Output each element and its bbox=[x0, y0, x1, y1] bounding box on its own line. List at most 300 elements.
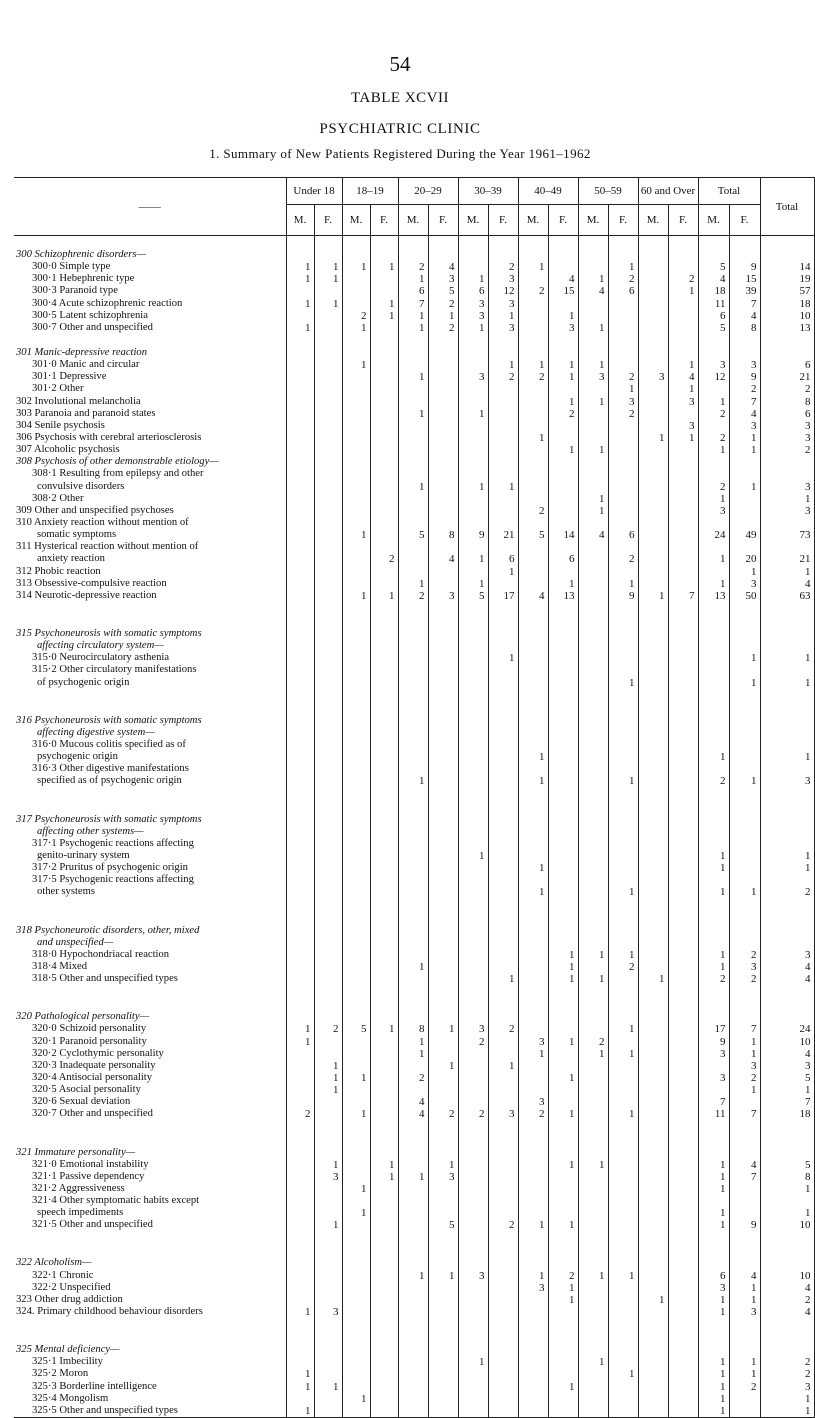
count-cell: 1 bbox=[638, 590, 668, 602]
count-cell bbox=[638, 1381, 668, 1393]
empty-cell bbox=[638, 615, 668, 628]
grand-total-cell: 2 bbox=[760, 886, 814, 898]
row-label: 322·2 Unspecified bbox=[32, 1281, 111, 1293]
count-cell bbox=[668, 751, 698, 763]
section-header-row bbox=[14, 517, 814, 529]
empty-cell bbox=[286, 628, 314, 640]
count-cell bbox=[638, 1393, 668, 1405]
empty-cell bbox=[458, 236, 488, 250]
empty-cell bbox=[578, 838, 608, 850]
count-cell: 1 bbox=[578, 1159, 608, 1171]
empty-cell bbox=[698, 1146, 729, 1158]
total-cell: 2 bbox=[698, 408, 729, 420]
count-cell bbox=[314, 590, 342, 602]
count-cell: 1 bbox=[518, 1048, 548, 1060]
count-cell bbox=[668, 1207, 698, 1219]
empty-cell bbox=[668, 602, 698, 615]
empty-cell bbox=[428, 334, 458, 347]
empty-cell bbox=[314, 1231, 342, 1244]
table-row bbox=[14, 432, 814, 444]
empty-cell bbox=[518, 1344, 548, 1356]
section-header-row bbox=[14, 727, 814, 739]
header-female: F. bbox=[314, 205, 342, 236]
empty-cell bbox=[314, 937, 342, 949]
empty-cell bbox=[729, 456, 760, 468]
count-cell bbox=[608, 493, 638, 505]
count-cell bbox=[638, 310, 668, 322]
grand-total-cell: 4 bbox=[760, 1282, 814, 1294]
header-male: M. bbox=[698, 205, 729, 236]
empty-cell bbox=[488, 249, 518, 261]
count-cell bbox=[518, 1072, 548, 1084]
grand-total-cell: 1 bbox=[760, 751, 814, 763]
empty-cell bbox=[518, 998, 548, 1011]
empty-cell bbox=[428, 1318, 458, 1331]
count-cell bbox=[342, 444, 370, 456]
section-header-row bbox=[14, 1146, 814, 1158]
count-cell bbox=[428, 751, 458, 763]
empty-cell bbox=[638, 1133, 668, 1146]
count-cell bbox=[398, 751, 428, 763]
empty-cell bbox=[518, 640, 548, 652]
count-cell: 8 bbox=[398, 1023, 428, 1035]
empty-cell bbox=[668, 468, 698, 480]
row-label: and unspecified— bbox=[37, 936, 114, 948]
count-cell bbox=[342, 493, 370, 505]
empty-cell bbox=[518, 937, 548, 949]
grand-total-cell: 1 bbox=[760, 850, 814, 862]
count-cell bbox=[548, 751, 578, 763]
empty-cell bbox=[286, 739, 314, 751]
empty-cell bbox=[428, 664, 458, 676]
count-cell bbox=[638, 529, 668, 541]
empty-cell bbox=[398, 838, 428, 850]
count-cell: 1 bbox=[370, 1023, 398, 1035]
empty-cell bbox=[398, 664, 428, 676]
empty-cell bbox=[668, 640, 698, 652]
empty-cell bbox=[729, 1120, 760, 1133]
count-cell bbox=[428, 566, 458, 578]
count-cell bbox=[608, 310, 638, 322]
count-cell: 5 bbox=[342, 1023, 370, 1035]
empty-cell bbox=[370, 1195, 398, 1207]
count-cell bbox=[314, 1108, 342, 1120]
count-cell: 2 bbox=[314, 1023, 342, 1035]
count-cell: 1 bbox=[518, 751, 548, 763]
empty-cell bbox=[314, 985, 342, 998]
count-cell bbox=[314, 1393, 342, 1405]
count-cell bbox=[342, 432, 370, 444]
empty-cell bbox=[548, 468, 578, 480]
row-label: affecting digestive system— bbox=[37, 726, 155, 738]
empty-cell bbox=[518, 1120, 548, 1133]
count-cell bbox=[314, 408, 342, 420]
count-cell bbox=[578, 310, 608, 322]
empty-cell bbox=[608, 924, 638, 936]
count-cell bbox=[638, 1096, 668, 1108]
empty-cell bbox=[314, 739, 342, 751]
empty-cell bbox=[398, 874, 428, 886]
empty-cell bbox=[698, 640, 729, 652]
spacer-row bbox=[14, 998, 814, 1011]
empty-cell bbox=[638, 628, 668, 640]
empty-cell bbox=[458, 1146, 488, 1158]
empty-cell bbox=[578, 1257, 608, 1269]
total-cell bbox=[729, 1207, 760, 1219]
empty-cell bbox=[286, 640, 314, 652]
empty-cell bbox=[286, 924, 314, 936]
count-cell bbox=[668, 322, 698, 334]
count-cell: 2 bbox=[398, 590, 428, 602]
empty-cell bbox=[458, 1133, 488, 1146]
count-cell bbox=[458, 1294, 488, 1306]
count-cell bbox=[286, 1060, 314, 1072]
count-cell bbox=[638, 359, 668, 371]
empty-cell bbox=[342, 813, 370, 825]
total-cell: 9 bbox=[729, 371, 760, 383]
empty-cell bbox=[286, 937, 314, 949]
count-cell bbox=[638, 1084, 668, 1096]
count-cell bbox=[668, 652, 698, 664]
count-cell bbox=[458, 886, 488, 898]
count-cell bbox=[370, 1270, 398, 1282]
total-cell: 3 bbox=[729, 359, 760, 371]
total-cell: 1 bbox=[698, 886, 729, 898]
count-cell bbox=[608, 298, 638, 310]
table-row bbox=[14, 886, 814, 898]
section-header-row bbox=[14, 763, 814, 775]
row-label: 306 Psychosis with cerebral arteriosclerosis bbox=[16, 432, 202, 444]
count-cell bbox=[638, 1282, 668, 1294]
empty-cell bbox=[578, 602, 608, 615]
count-cell: 1 bbox=[578, 322, 608, 334]
empty-cell bbox=[698, 998, 729, 1011]
count-cell bbox=[518, 973, 548, 985]
grand-total-cell: 2 bbox=[760, 383, 814, 395]
total-cell: 50 bbox=[729, 590, 760, 602]
count-cell: 1 bbox=[370, 1159, 398, 1171]
count-cell bbox=[314, 383, 342, 395]
spacer-row bbox=[14, 1331, 814, 1344]
empty-cell bbox=[638, 813, 668, 825]
count-cell bbox=[548, 1096, 578, 1108]
count-cell bbox=[286, 949, 314, 961]
count-cell: 1 bbox=[608, 886, 638, 898]
count-cell bbox=[488, 775, 518, 787]
empty-cell bbox=[398, 702, 428, 715]
row-label: 321 Immature personality— bbox=[16, 1146, 136, 1158]
table-row bbox=[14, 578, 814, 590]
empty-cell bbox=[608, 715, 638, 727]
grand-total-cell: 8 bbox=[760, 396, 814, 408]
count-cell: 3 bbox=[488, 1108, 518, 1120]
empty-cell bbox=[458, 1331, 488, 1344]
count-cell: 1 bbox=[314, 1072, 342, 1084]
empty-cell bbox=[760, 664, 814, 676]
count-cell bbox=[342, 1282, 370, 1294]
count-cell bbox=[548, 481, 578, 493]
grand-total-cell: 1 bbox=[760, 566, 814, 578]
count-cell bbox=[518, 396, 548, 408]
count-cell: 1 bbox=[398, 371, 428, 383]
count-cell bbox=[314, 396, 342, 408]
empty-cell bbox=[518, 800, 548, 813]
count-cell bbox=[578, 1171, 608, 1183]
count-cell bbox=[458, 775, 488, 787]
empty-cell bbox=[760, 1133, 814, 1146]
empty-cell bbox=[668, 702, 698, 715]
total-cell: 1 bbox=[729, 1356, 760, 1368]
count-cell bbox=[370, 1306, 398, 1318]
count-cell: 1 bbox=[518, 886, 548, 898]
count-cell bbox=[638, 949, 668, 961]
empty-cell bbox=[698, 1244, 729, 1257]
count-cell bbox=[286, 359, 314, 371]
count-cell bbox=[428, 420, 458, 432]
empty-cell bbox=[760, 1120, 814, 1133]
empty-cell bbox=[638, 236, 668, 250]
total-cell: 6 bbox=[698, 1270, 729, 1282]
empty-cell bbox=[370, 1120, 398, 1133]
count-cell bbox=[518, 444, 548, 456]
count-cell: 1 bbox=[342, 322, 370, 334]
empty-cell bbox=[458, 1195, 488, 1207]
header-total-group: Total bbox=[698, 178, 760, 205]
row-label: specified as of psychogenic origin bbox=[37, 775, 182, 787]
empty-cell bbox=[518, 249, 548, 261]
empty-cell bbox=[314, 1011, 342, 1023]
empty-cell bbox=[428, 249, 458, 261]
empty-cell bbox=[608, 517, 638, 529]
count-cell bbox=[398, 1306, 428, 1318]
grand-total-cell: 6 bbox=[760, 408, 814, 420]
count-cell bbox=[458, 444, 488, 456]
row-label: 325·5 Other and unspecified types bbox=[14, 1405, 286, 1418]
empty-cell bbox=[370, 517, 398, 529]
empty-cell bbox=[548, 628, 578, 640]
count-cell bbox=[638, 420, 668, 432]
empty-cell bbox=[314, 813, 342, 825]
count-cell bbox=[608, 850, 638, 862]
empty-cell bbox=[668, 739, 698, 751]
empty-cell bbox=[488, 640, 518, 652]
empty-cell bbox=[314, 727, 342, 739]
empty-cell bbox=[488, 787, 518, 800]
empty-cell bbox=[668, 1318, 698, 1331]
total-cell: 3 bbox=[729, 1306, 760, 1318]
row-label: 322 Alcoholism— bbox=[16, 1257, 92, 1269]
row-label: 325·4 Mongolism bbox=[32, 1392, 109, 1404]
total-cell: 3 bbox=[698, 1072, 729, 1084]
count-cell bbox=[286, 1159, 314, 1171]
count-cell bbox=[548, 1368, 578, 1380]
empty-cell bbox=[488, 1231, 518, 1244]
count-cell bbox=[668, 1048, 698, 1060]
count-cell bbox=[342, 850, 370, 862]
count-cell bbox=[578, 590, 608, 602]
count-cell: 5 bbox=[398, 529, 428, 541]
count-cell bbox=[608, 1393, 638, 1405]
count-cell bbox=[518, 481, 548, 493]
empty-cell bbox=[638, 1146, 668, 1158]
empty-cell bbox=[286, 787, 314, 800]
count-cell bbox=[458, 973, 488, 985]
total-cell: 13 bbox=[698, 590, 729, 602]
empty-cell bbox=[760, 998, 814, 1011]
empty-cell bbox=[729, 924, 760, 936]
empty-cell bbox=[760, 1011, 814, 1023]
count-cell bbox=[608, 505, 638, 517]
count-cell bbox=[608, 1282, 638, 1294]
total-cell: 15 bbox=[729, 273, 760, 285]
empty-cell bbox=[428, 602, 458, 615]
count-cell bbox=[286, 493, 314, 505]
section-header-row bbox=[14, 1011, 814, 1023]
empty-cell bbox=[370, 1133, 398, 1146]
count-cell bbox=[668, 566, 698, 578]
count-cell bbox=[638, 1035, 668, 1047]
empty-cell bbox=[488, 937, 518, 949]
count-cell bbox=[370, 383, 398, 395]
count-cell bbox=[638, 1368, 668, 1380]
empty-cell bbox=[458, 1318, 488, 1331]
empty-cell bbox=[608, 1344, 638, 1356]
count-cell bbox=[314, 862, 342, 874]
empty-cell bbox=[370, 249, 398, 261]
count-cell bbox=[342, 553, 370, 565]
row-label: 322·1 Chronic bbox=[32, 1269, 94, 1281]
count-cell bbox=[370, 408, 398, 420]
empty-cell bbox=[548, 874, 578, 886]
count-cell bbox=[518, 949, 548, 961]
count-cell bbox=[488, 1381, 518, 1393]
empty-cell bbox=[488, 1244, 518, 1257]
empty-cell bbox=[698, 727, 729, 739]
count-cell: 1 bbox=[668, 359, 698, 371]
count-cell: 1 bbox=[314, 261, 342, 273]
count-cell bbox=[286, 1048, 314, 1060]
empty-cell bbox=[548, 517, 578, 529]
count-cell bbox=[314, 1183, 342, 1195]
count-cell bbox=[548, 1023, 578, 1035]
count-cell: 1 bbox=[548, 1072, 578, 1084]
empty-cell bbox=[729, 787, 760, 800]
count-cell: 1 bbox=[548, 1159, 578, 1171]
empty-cell bbox=[729, 615, 760, 628]
count-cell bbox=[342, 566, 370, 578]
empty-cell bbox=[638, 334, 668, 347]
empty-cell bbox=[314, 874, 342, 886]
count-cell bbox=[458, 1183, 488, 1195]
empty-cell bbox=[638, 249, 668, 261]
count-cell: 2 bbox=[428, 1108, 458, 1120]
count-cell bbox=[314, 1405, 342, 1418]
empty-cell bbox=[548, 813, 578, 825]
empty-cell bbox=[370, 924, 398, 936]
total-cell bbox=[729, 505, 760, 517]
empty-cell bbox=[286, 1318, 314, 1331]
count-cell bbox=[370, 1035, 398, 1047]
spacer-cell bbox=[14, 702, 286, 715]
empty-cell bbox=[638, 1120, 668, 1133]
grand-total-cell: 5 bbox=[760, 1159, 814, 1171]
count-cell bbox=[314, 677, 342, 689]
empty-cell bbox=[342, 1195, 370, 1207]
total-cell: 1 bbox=[698, 444, 729, 456]
count-cell bbox=[370, 481, 398, 493]
empty-cell bbox=[548, 689, 578, 702]
count-cell bbox=[314, 1270, 342, 1282]
count-cell: 2 bbox=[608, 371, 638, 383]
count-cell bbox=[342, 273, 370, 285]
empty-cell bbox=[370, 739, 398, 751]
total-cell: 9 bbox=[729, 1219, 760, 1231]
row-label: 312 Phobic reaction bbox=[16, 565, 101, 577]
empty-cell bbox=[760, 468, 814, 480]
grand-total-cell: 1 bbox=[760, 1207, 814, 1219]
empty-cell bbox=[729, 1231, 760, 1244]
empty-cell bbox=[342, 800, 370, 813]
empty-cell bbox=[398, 985, 428, 998]
count-cell bbox=[668, 298, 698, 310]
grand-total-cell: 1 bbox=[760, 1405, 814, 1418]
count-cell bbox=[342, 383, 370, 395]
empty-cell bbox=[518, 236, 548, 250]
count-cell bbox=[668, 850, 698, 862]
grand-total-cell: 18 bbox=[760, 298, 814, 310]
grand-total-cell: 3 bbox=[760, 432, 814, 444]
empty-cell bbox=[760, 838, 814, 850]
empty-cell bbox=[548, 1146, 578, 1158]
row-label: 318·0 Hypochondriacal reaction bbox=[32, 948, 170, 960]
empty-cell bbox=[488, 715, 518, 727]
empty-cell bbox=[608, 1318, 638, 1331]
total-cell: 1 bbox=[698, 862, 729, 874]
count-cell bbox=[370, 1368, 398, 1380]
spacer-cell bbox=[14, 1244, 286, 1257]
count-cell bbox=[286, 1183, 314, 1195]
table-row bbox=[14, 1023, 814, 1035]
count-cell: 2 bbox=[488, 261, 518, 273]
empty-cell bbox=[428, 1344, 458, 1356]
count-cell bbox=[548, 652, 578, 664]
count-cell: 1 bbox=[518, 1219, 548, 1231]
empty-cell bbox=[729, 1195, 760, 1207]
row-label: 301 Manic-depressive reaction bbox=[16, 347, 148, 359]
count-cell: 2 bbox=[488, 371, 518, 383]
empty-cell bbox=[578, 1318, 608, 1331]
count-cell bbox=[518, 850, 548, 862]
empty-cell bbox=[428, 1120, 458, 1133]
row-label: affecting other systems— bbox=[37, 825, 144, 837]
count-cell: 2 bbox=[608, 408, 638, 420]
row-label: 308·1 Resulting from epilepsy and other bbox=[32, 468, 204, 480]
count-cell: 1 bbox=[608, 775, 638, 787]
empty-cell bbox=[314, 334, 342, 347]
spacer-row bbox=[14, 1244, 814, 1257]
empty-cell bbox=[314, 1344, 342, 1356]
empty-cell bbox=[458, 937, 488, 949]
total-cell: 2 bbox=[698, 973, 729, 985]
empty-cell bbox=[518, 1244, 548, 1257]
count-cell bbox=[548, 493, 578, 505]
count-cell bbox=[488, 1306, 518, 1318]
total-cell: 3 bbox=[698, 1048, 729, 1060]
total-cell bbox=[698, 652, 729, 664]
count-cell bbox=[314, 886, 342, 898]
count-cell bbox=[314, 1368, 342, 1380]
count-cell bbox=[668, 408, 698, 420]
